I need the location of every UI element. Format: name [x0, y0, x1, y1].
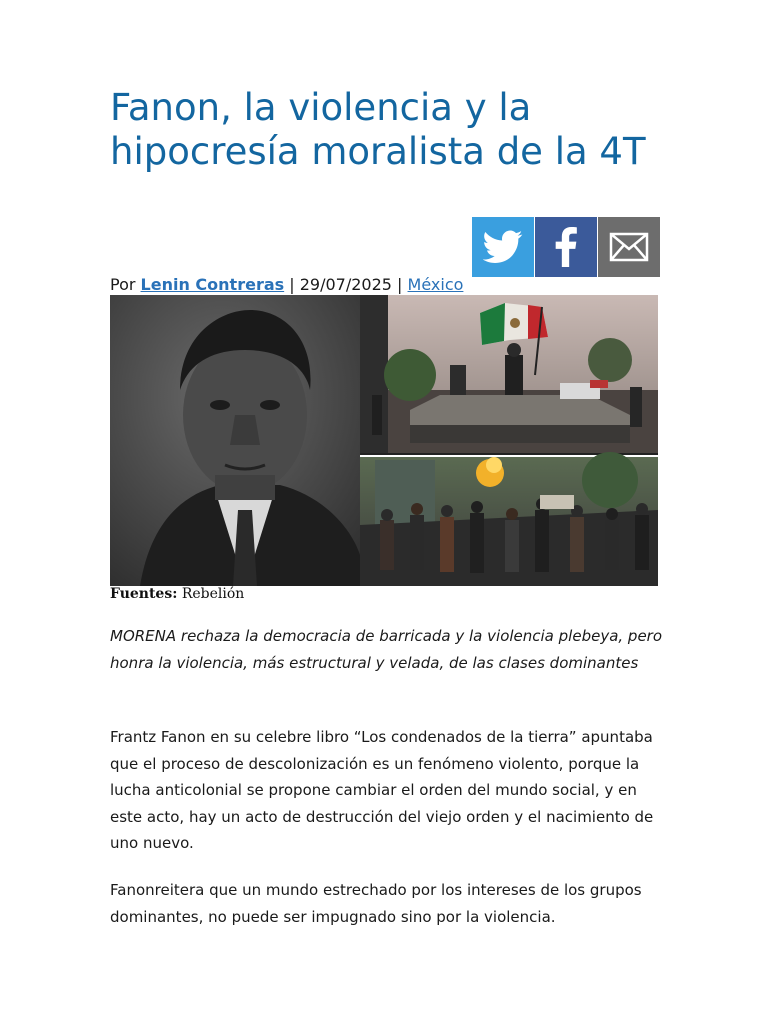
- facebook-share-button[interactable]: [535, 217, 597, 277]
- facebook-icon: [553, 227, 579, 267]
- author-link[interactable]: Lenin Contreras: [140, 275, 285, 294]
- article-lead: MORENA rechaza la democracia de barricada y la violencia plebeya, pero honra la violencia, más estructural y velada, de las clases dominantes: [110, 627, 663, 672]
- publish-date: 29/07/2025: [299, 275, 392, 294]
- category-link[interactable]: México: [407, 275, 464, 294]
- article-paragraph: Frantz Fanon en su celebre libro “Los condenados de la tierra” apuntaba que el proceso de descolonización es un fenómeno violento, porque la lucha anticolonial se propone cambiar el orden del mundo social, y en este acto, hay un acto de destrucción del viejo orden y el nacimiento de uno nuevo.: [110, 728, 654, 852]
- article-title: Fanon, la violencia y la hipocresía moralista de la 4T: [110, 86, 646, 173]
- article-photo-collage: [110, 295, 658, 586]
- email-icon: [609, 232, 649, 262]
- photo-caption: [110, 585, 244, 603]
- portrait-photo: [110, 295, 360, 586]
- twitter-share-button[interactable]: [472, 217, 534, 277]
- byline-separator: |: [289, 275, 295, 294]
- caption-source: Rebelión: [181, 586, 245, 602]
- twitter-icon: [483, 230, 523, 264]
- email-share-button[interactable]: [598, 217, 660, 277]
- byline-separator-2: |: [397, 275, 403, 294]
- caption-label: Fuentes:: [110, 586, 178, 602]
- protest-photo-bottom: [360, 452, 658, 586]
- byline: [110, 275, 463, 295]
- protest-photo-top: [360, 295, 658, 453]
- byline-prefix: Por: [110, 275, 136, 294]
- share-bar: [472, 217, 660, 277]
- article-paragraph: Fanonreitera que un mundo estrechado por los intereses de los grupos dominantes, no puede ser impugnado sino por la violencia.: [110, 881, 642, 926]
